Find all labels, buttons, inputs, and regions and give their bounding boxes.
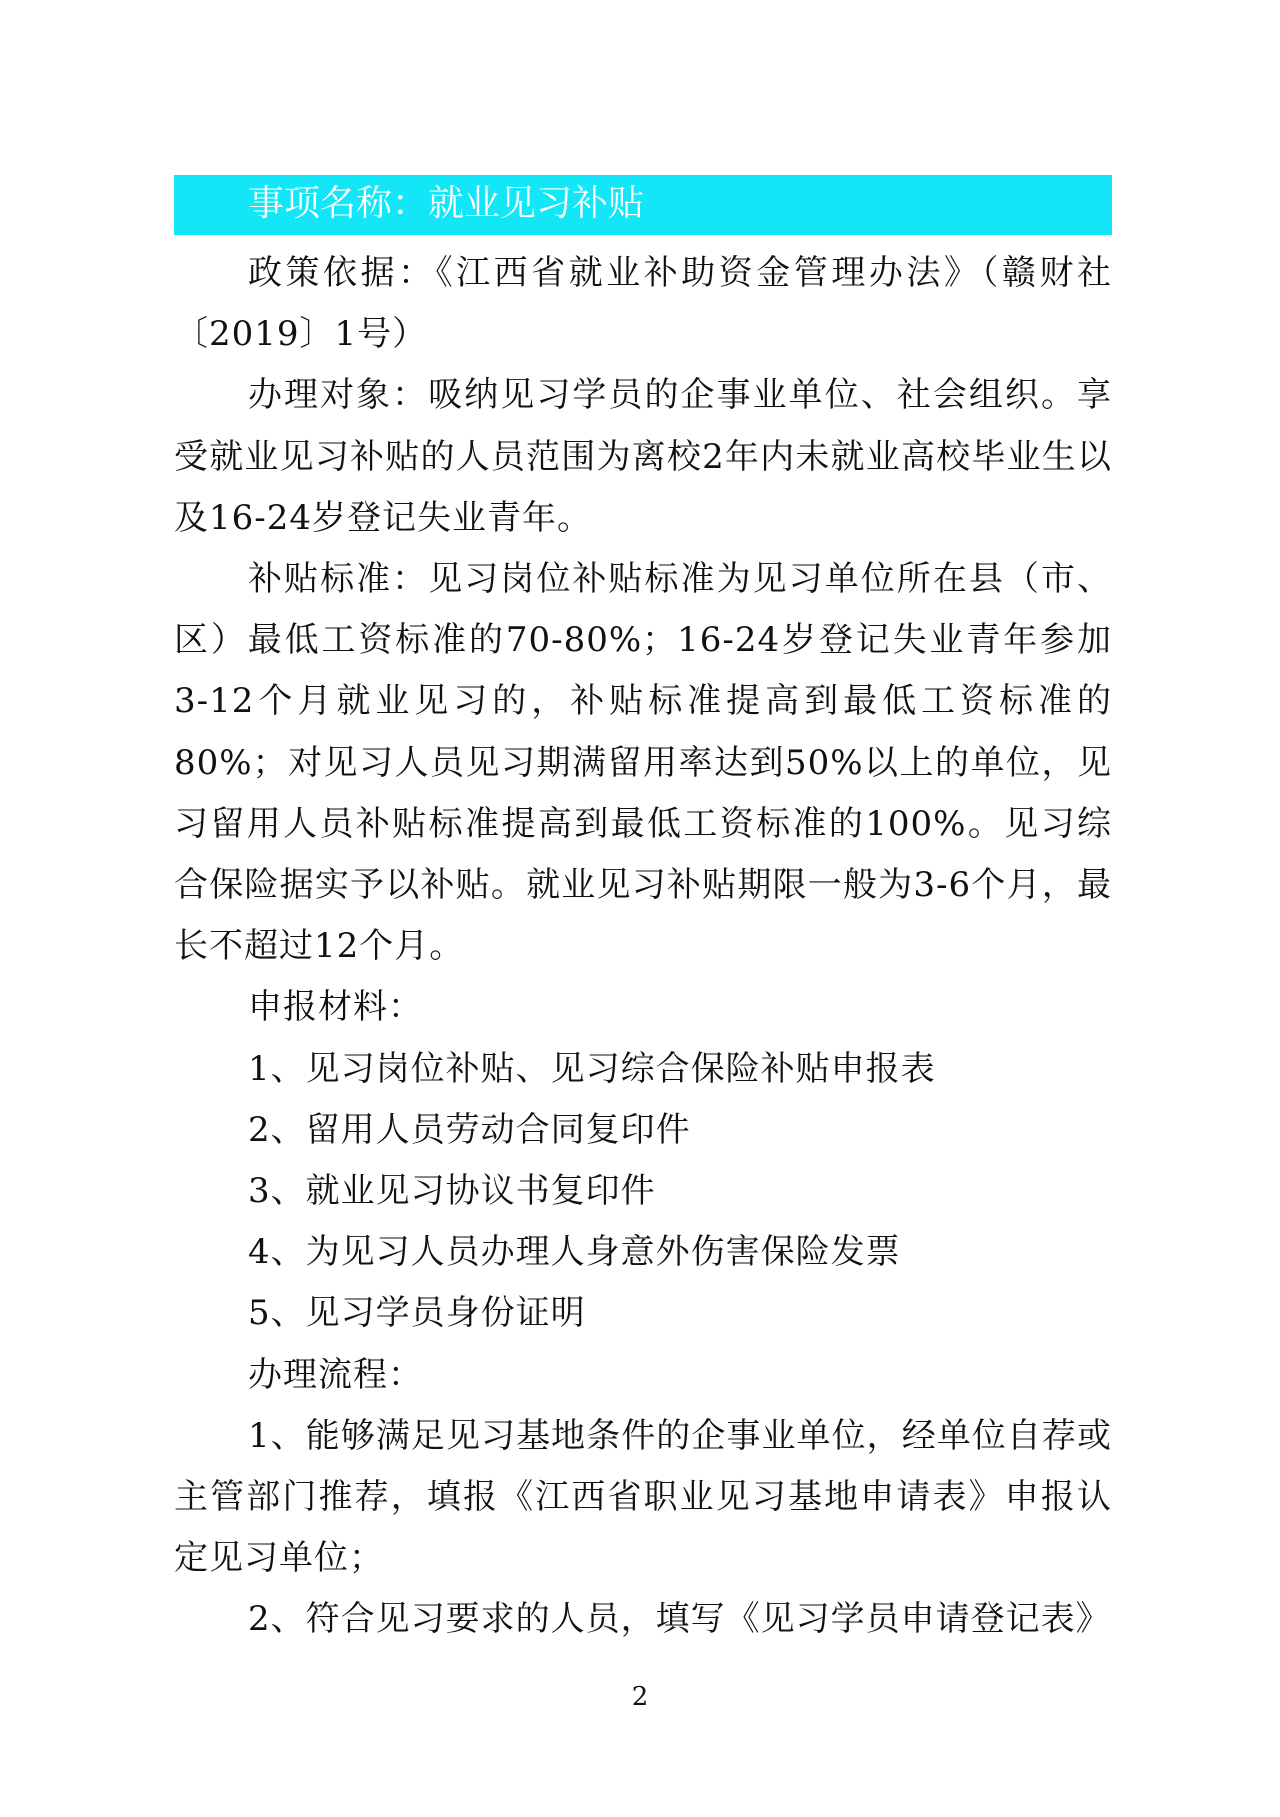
target-paragraph: 办理对象：吸纳见习学员的企事业单位、社会组织。享受就业见习补贴的人员范围为离校2年内未就业高校毕业生以及16-24岁登记失业青年。 [174, 375, 1112, 538]
document-body [174, 243, 1112, 1651]
process-heading: 办理流程： [248, 1354, 423, 1395]
materials-item-4: 4、为见习人员办理人身意外伤害保险发票 [248, 1232, 901, 1273]
materials-heading: 申报材料： [248, 987, 423, 1028]
process-step-1: 1、能够满足见习基地条件的企事业单位，经单位自荐或主管部门推荐，填报《江西省职业见习基地申请表》申报认定见习单位； [174, 1415, 1112, 1579]
policy-basis-paragraph: 政策依据：《江西省就业补助资金管理办法》（赣财社〔2019〕1号） [174, 253, 1112, 355]
subsidy-standard-paragraph: 补贴标准：见习岗位补贴标准为见习单位所在县（市、区）最低工资标准的70-80%；16-24岁登记失业青年参加3-12个月就业见习的，补贴标准提高到最低工资标准的80%；对见习人员见习期满留用率达到50%以上的单位，见习留用人员补贴标准提高到最低工资标准的100%。见习综合保险据实予以补贴。就业见习补贴期限一般为3-6个月，最长不超过12个月。 [174, 559, 1112, 967]
materials-item-5: 5、见习学员身份证明 [248, 1293, 586, 1334]
materials-item-2: 2、留用人员劳动合同复印件 [248, 1109, 691, 1150]
process-step-2: 2、符合见习要求的人员，填写《见习学员申请登记表》 [248, 1599, 1111, 1640]
page-number: 2 [631, 1682, 649, 1712]
item-title: 事项名称：就业见习补贴 [248, 183, 645, 224]
materials-item-1: 1、见习岗位补贴、见习综合保险补贴申报表 [248, 1048, 936, 1089]
materials-item-3: 3、就业见习协议书复印件 [248, 1171, 656, 1212]
